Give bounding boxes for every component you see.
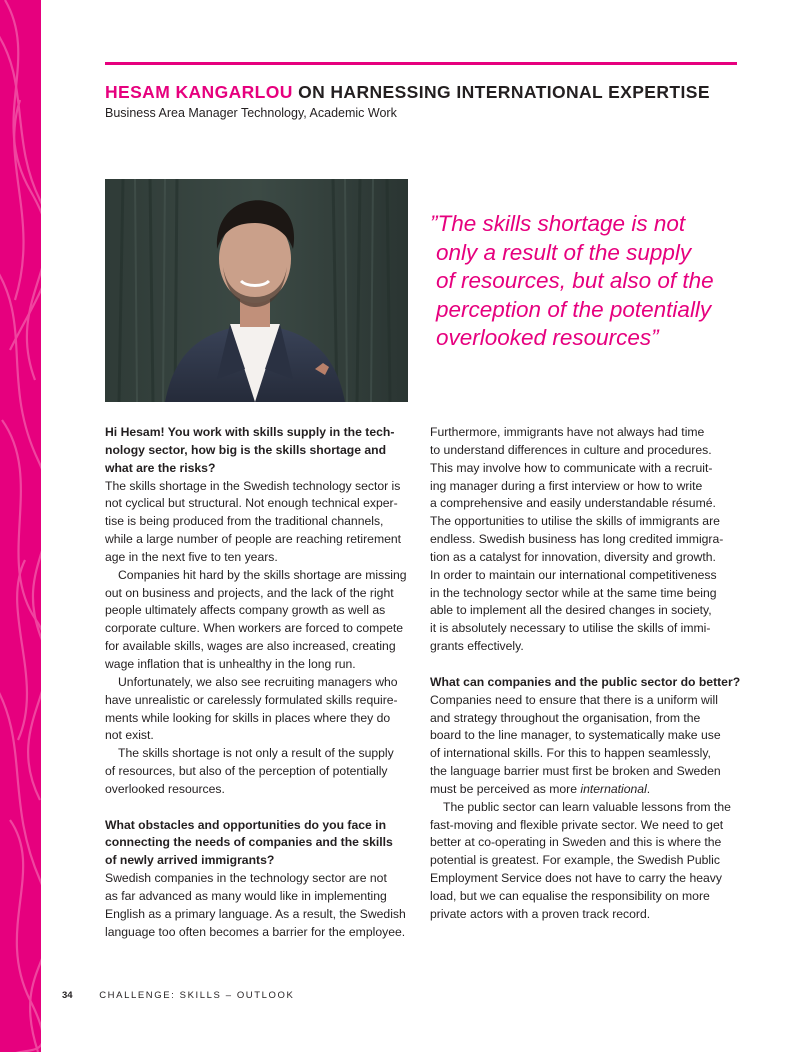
body-text-line: the language barrier must first be broken and Sweden: [430, 764, 721, 779]
pull-quote-line: only a result of the supply: [436, 239, 692, 265]
body-text-line: Furthermore, immigrants have not always had time: [430, 425, 705, 439]
body-text-fragment: .: [646, 781, 651, 796]
pull-quote-line: perception of the potentially: [436, 296, 712, 322]
body-text-line: as far advanced as many would like in implementing: [105, 888, 387, 903]
body-text-line: not cyclical but structural. Not enough technical exper-: [105, 496, 398, 511]
body-text-line: overlooked resources.: [105, 781, 225, 796]
body-text-line: fast-moving and flexible private sector. We need to get: [430, 817, 724, 832]
body-text-line: corporate culture. When workers are forced to compete: [105, 621, 404, 636]
paragraph-gap: [430, 656, 740, 674]
pull-quote-line: ”The skills shortage is not: [430, 211, 686, 236]
body-text-line: better at co-operating in Sweden and this is where the: [430, 835, 722, 850]
pull-quote-line: of resources, but also of the: [436, 268, 714, 293]
byline: Business Area Manager Technology, Academic Work: [105, 106, 397, 120]
body-text-line: of resources, but also of the perception of potentially: [105, 764, 388, 779]
body-text-line: while a large number of people are reaching retirement: [105, 532, 402, 547]
body-text-line: The opportunities to utilise the skills of immigrants are: [430, 514, 720, 529]
body-text-line: and strategy throughout the organisation, from the: [430, 710, 701, 725]
question-heading: What obstacles and opportunities do you face in: [105, 817, 387, 832]
body-text-line: tion as a catalyst for innovation, diversity and growth.: [430, 549, 716, 564]
body-text-line: ing manager during a first interview or how to write: [430, 478, 703, 493]
body-text-line: Employment Service does not have to carry the heavy: [430, 871, 722, 886]
body-text-line: able to implement all the desired changes in society,: [430, 603, 712, 618]
body-text-line: The skills shortage is not only a result of the supply: [118, 746, 394, 761]
body-text-fragment: must be perceived as more: [430, 781, 581, 796]
body-text-line: to understand differences in culture and procedures.: [430, 442, 712, 457]
body-text-line: board to the line manager, to systematically make use: [430, 728, 721, 743]
body-text-line: The skills shortage in the Swedish technology sector is: [105, 478, 401, 493]
body-text-line: for available skills, wages are also increased, creating: [105, 639, 396, 654]
body-text-line: of international skills. For this to happen seamlessly,: [430, 746, 711, 761]
page-number: 34: [62, 990, 73, 1001]
article-column-left: [105, 424, 417, 941]
article-headline: [105, 82, 710, 103]
pull-quote-line: overlooked resources”: [436, 325, 659, 350]
body-text-line: Companies need to ensure that there is a uniform will: [430, 692, 718, 707]
body-text-line: a comprehensive and easily understandable résumé.: [430, 496, 716, 511]
body-text-line: English as a primary language. As a result, the Swedish: [105, 906, 406, 921]
headline-title: ON HARNESSING INTERNATIONAL EXPERTISE: [292, 82, 710, 102]
page-footer: [62, 990, 294, 1001]
decorative-side-band: [0, 0, 41, 1052]
question-heading: What can companies and the public sector do better?: [430, 674, 741, 689]
body-text-line: tise is being produced from the traditional channels,: [105, 514, 384, 529]
paragraph-gap: [105, 799, 417, 817]
body-text-line: Swedish companies in the technology sector are not: [105, 871, 387, 886]
body-text-line: potential is greatest. For example, the Swedish Public: [430, 853, 720, 868]
pull-quote: [430, 210, 730, 353]
headline-name: HESAM KANGARLOU: [105, 82, 293, 102]
swirl-pattern-graphic: [0, 0, 41, 1052]
body-text-line: ments while looking for skills in places where they do: [105, 710, 391, 725]
body-text-line: [430, 781, 740, 799]
body-text-line: private actors with a proven track record.: [430, 906, 651, 921]
question-heading: Hi Hesam! You work with skills supply in the tech-: [105, 425, 395, 439]
body-text-line: load, but we can equalise the responsibility on more: [430, 888, 710, 903]
body-text-line: Unfortunately, we also see recruiting managers who: [118, 674, 398, 689]
body-text-line: people ultimately affects company growth as well as: [105, 603, 386, 618]
portrait-photo: [105, 179, 408, 402]
question-heading: connecting the needs of companies and the skills: [105, 835, 393, 850]
body-text-line: grants effectively.: [430, 639, 524, 654]
emphasized-word: international: [580, 781, 647, 796]
body-text-line: language too often becomes a barrier for the employee.: [105, 924, 406, 939]
body-text-line: out on business and projects, and the lack of the right: [105, 585, 394, 600]
body-text-line: in the technology sector while at the same time being: [430, 585, 717, 600]
top-rule: [105, 62, 737, 65]
body-text-line: not exist.: [105, 728, 154, 743]
body-text-line: In order to maintain our international competitiveness: [430, 567, 717, 582]
article-column-right: [430, 424, 740, 924]
question-heading: what are the risks?: [105, 460, 216, 475]
question-heading: nology sector, how big is the skills shortage and: [105, 442, 387, 457]
body-text-line: This may involve how to communicate with a recruit-: [430, 460, 713, 475]
section-label: CHALLENGE: SKILLS – OUTLOOK: [99, 990, 295, 1001]
body-text-line: Companies hit hard by the skills shortage are missing: [118, 567, 407, 582]
question-heading: of newly arrived immigrants?: [105, 853, 275, 868]
body-text-line: endless. Swedish business has long credited immigra-: [430, 532, 724, 547]
body-text-line: age in the next five to ten years.: [105, 549, 278, 564]
body-text-line: wage inflation that is unhealthy in the long run.: [105, 656, 356, 671]
body-text-line: The public sector can learn valuable lessons from the: [443, 799, 731, 814]
body-text-line: it is absolutely necessary to utilise the skills of immi-: [430, 621, 711, 636]
body-text-line: have unrealistic or carelessly formulated skills require-: [105, 692, 398, 707]
